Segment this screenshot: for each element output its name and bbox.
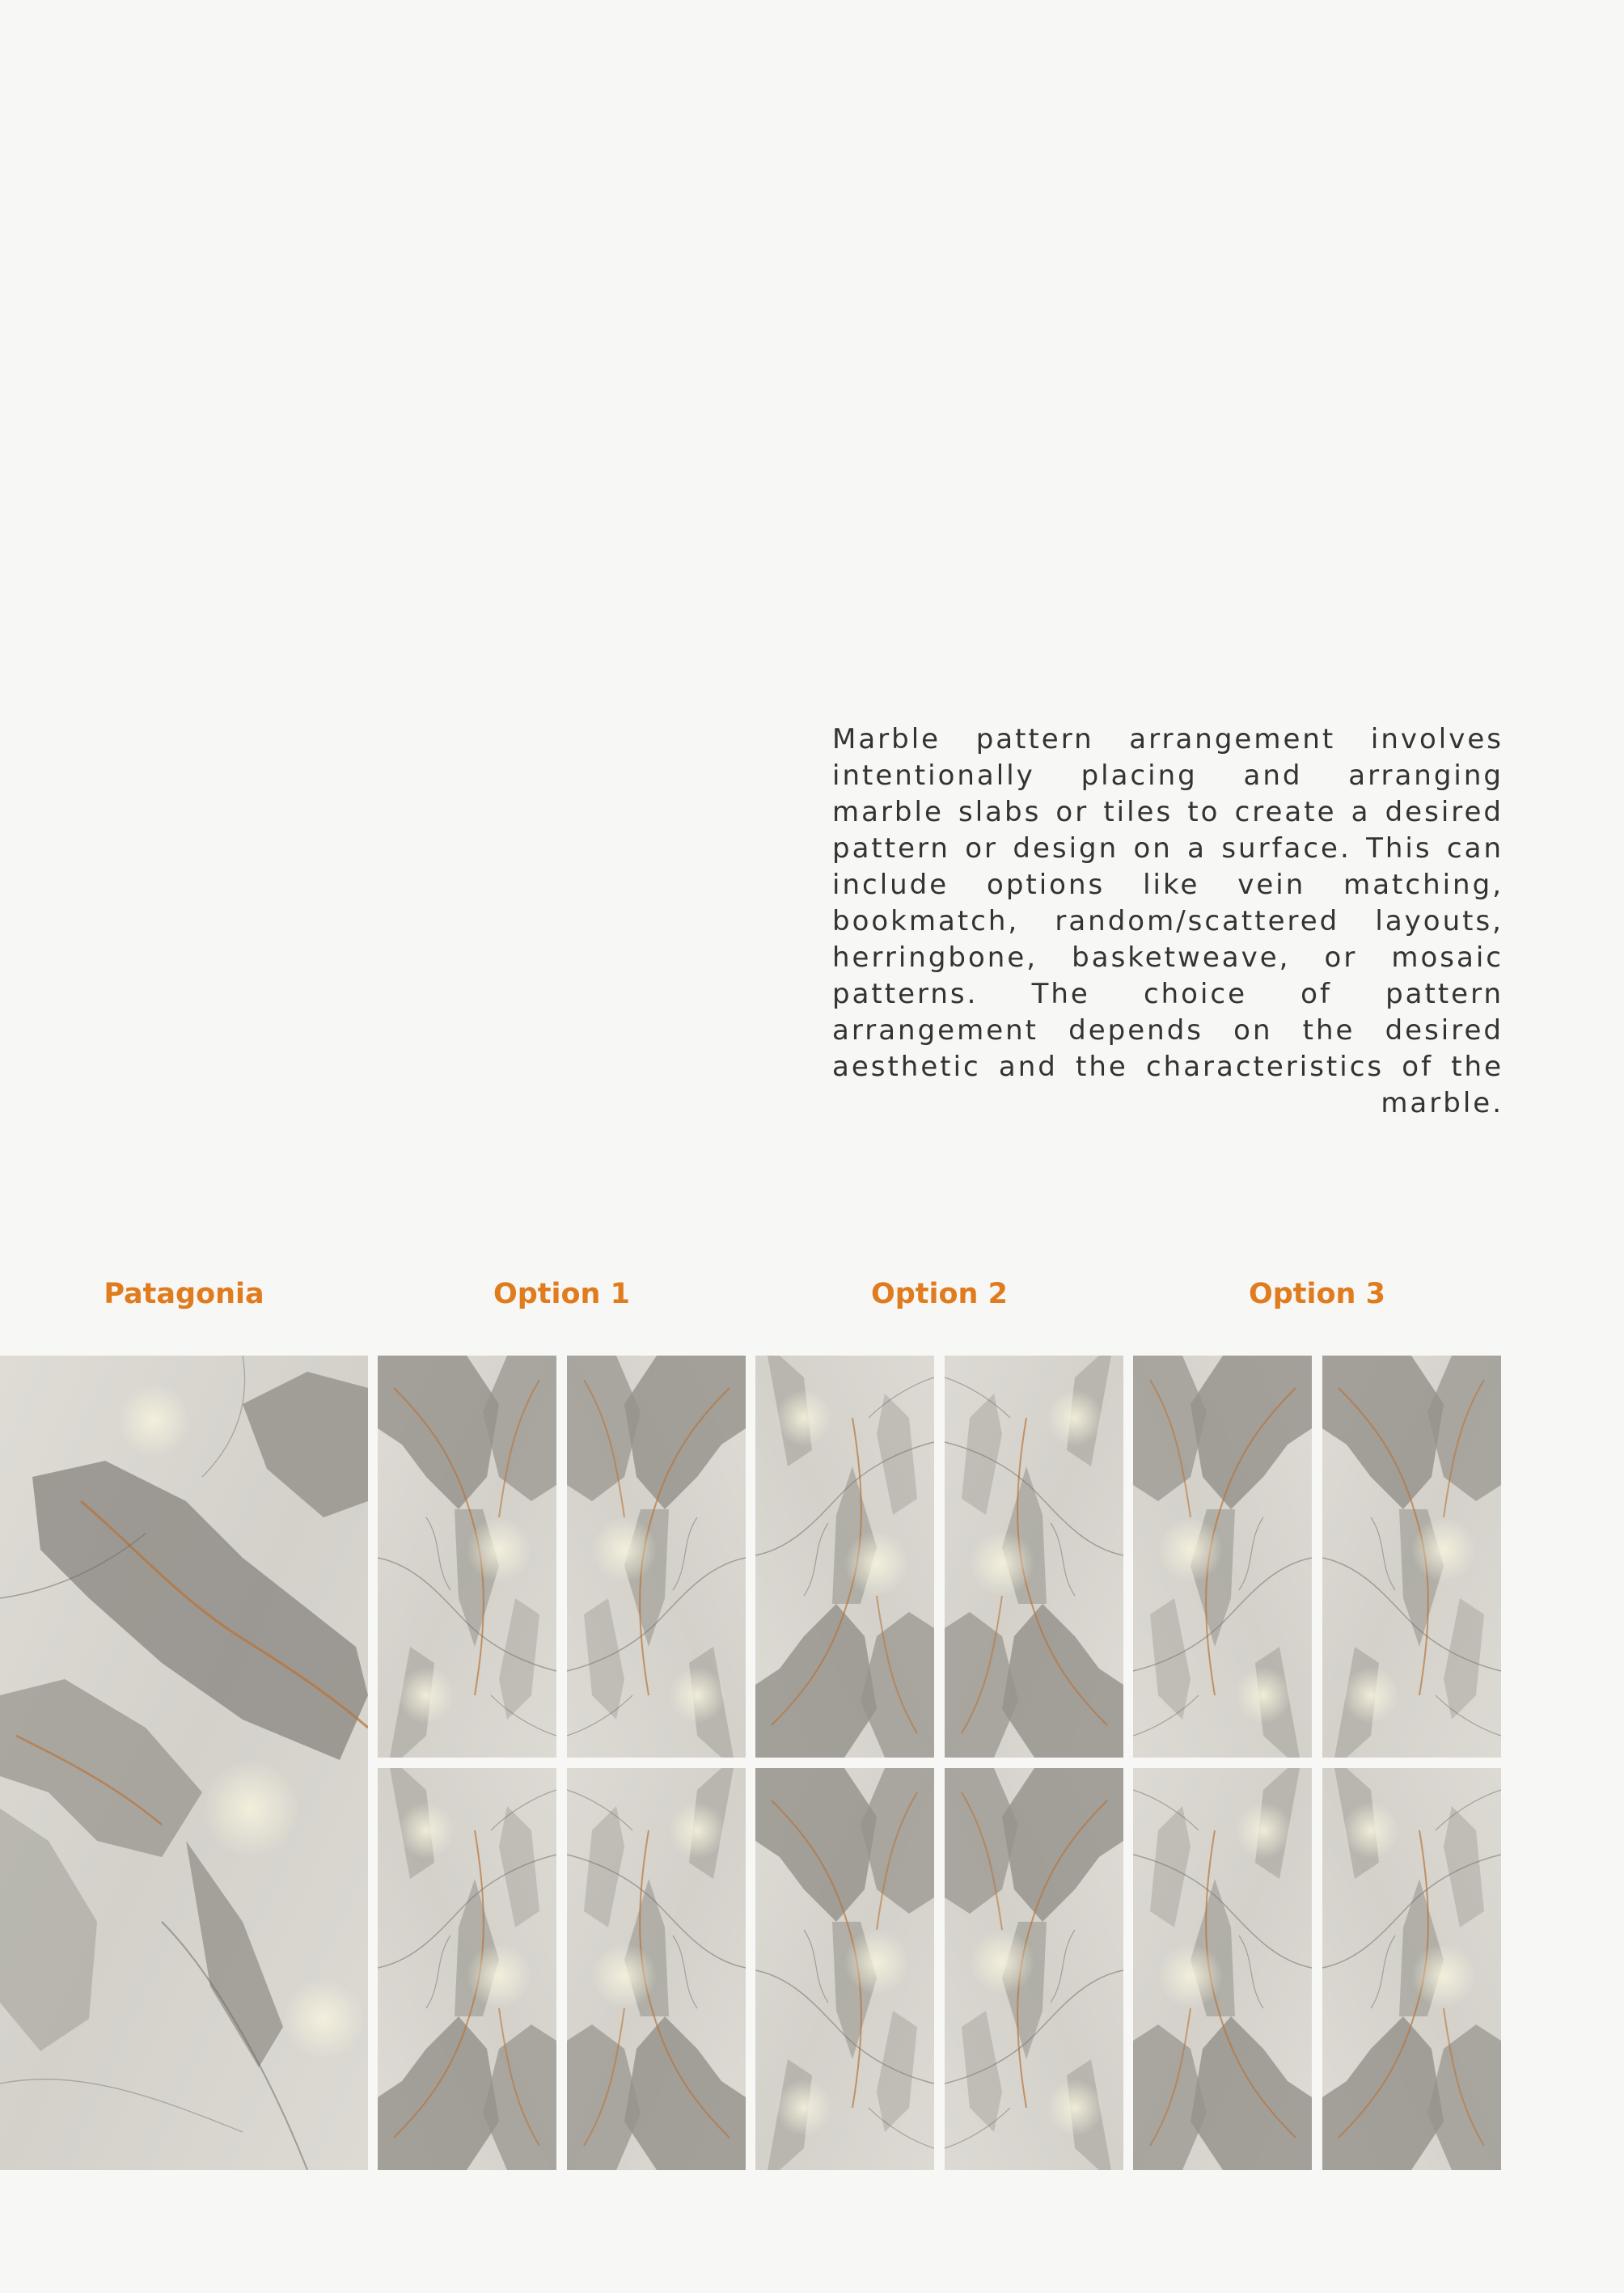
- option-3-tile: [1322, 1356, 1501, 1758]
- option-3-tile: [1322, 1768, 1501, 2170]
- option-1-tile: [378, 1356, 556, 1758]
- patagonia-slab-image: [0, 1356, 368, 2170]
- label-option-3: Option 3: [1248, 1278, 1386, 1310]
- option-1-tile: [567, 1768, 746, 2170]
- label-patagonia: Patagonia: [104, 1278, 264, 1310]
- option-2-tile: [945, 1356, 1123, 1758]
- option-3-tile: [1133, 1356, 1312, 1758]
- option-2-tile: [755, 1356, 934, 1758]
- option-1-tile: [567, 1356, 746, 1758]
- description-paragraph: Marble pattern arrangement involves intentionally placing and arranging marble slabs or tiles to create a desired pattern or design on a surface. This can include options like vein matching, bookmatch, random/scattered layouts, herringbone, basketweave, or mosaic patterns. The choice of pattern arrangement depends on the desired aesthetic and the characteristics of the marble.: [832, 723, 1503, 1119]
- label-option-1: Option 1: [493, 1278, 631, 1310]
- label-option-2: Option 2: [870, 1278, 1009, 1310]
- option-2-tile: [755, 1768, 934, 2170]
- option-1-tile: [378, 1768, 556, 2170]
- option-2-tile: [945, 1768, 1123, 2170]
- option-3-tile: [1133, 1768, 1312, 2170]
